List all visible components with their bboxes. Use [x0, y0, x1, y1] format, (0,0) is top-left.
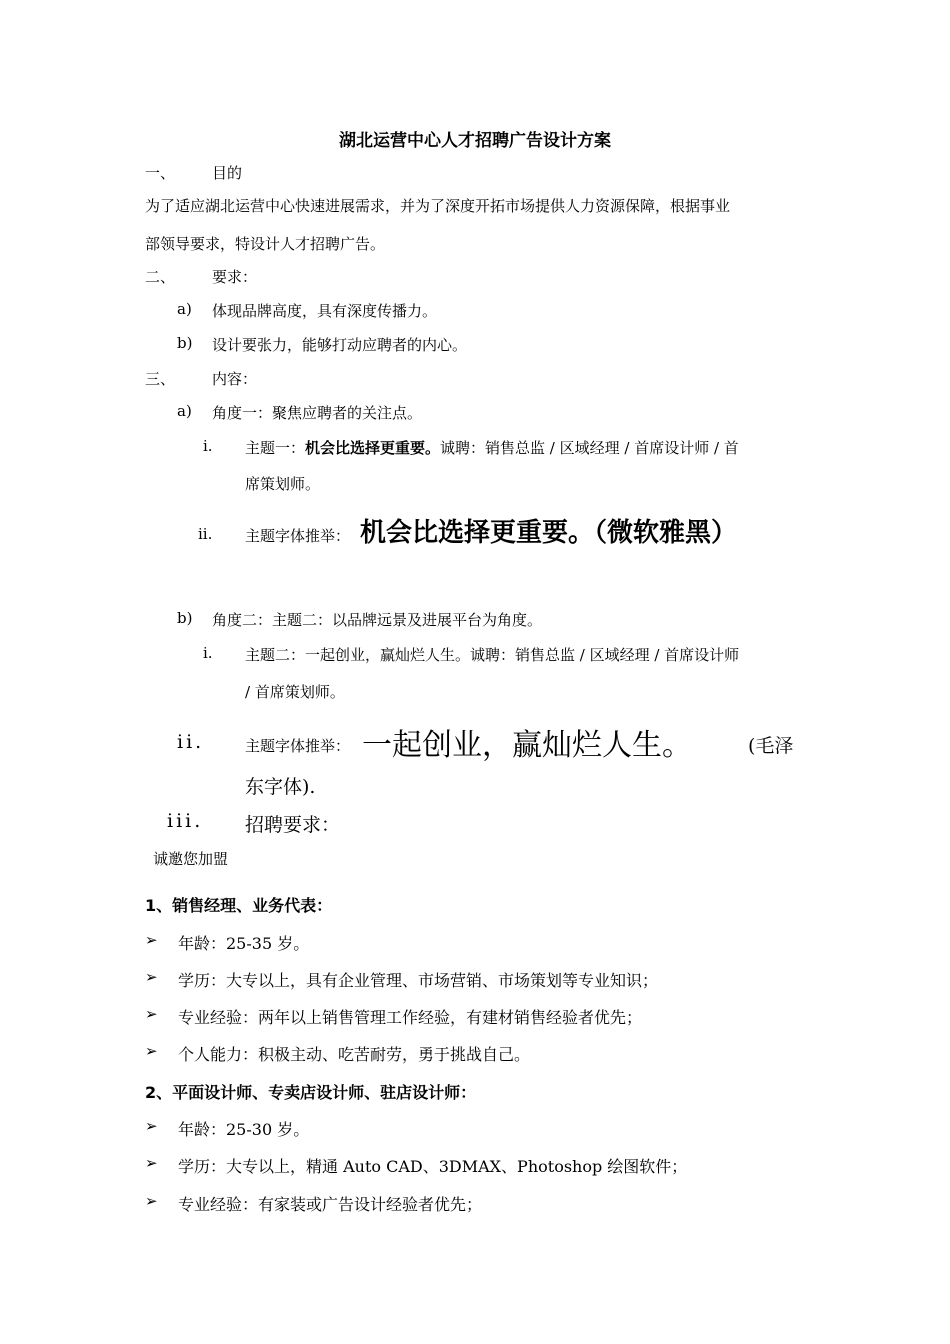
section-3-b-i-marker: i. — [203, 644, 213, 662]
section-3-b-ii-marker: ii. — [177, 731, 205, 753]
section-3-b-iii-text: 招聘要求： — [245, 814, 341, 836]
section-3-b-i-text: 主题二：一起创业，赢灿烂人生。诚聘：销售总监 / 区域经理 / 首席设计师 — [245, 646, 740, 664]
theme-1-bold: 机会比选择更重要。 — [305, 439, 441, 457]
theme-1-suffix: 诚聘：销售总监 / 区域经理 / 首席设计师 / 首 — [440, 439, 739, 457]
section-3-b-i-line-2: / 首席策划师。 — [245, 683, 345, 701]
bullet-arrow-icon: ➢ — [145, 1117, 158, 1135]
theme-2-display-text: 一起创业，赢灿烂人生。 — [362, 728, 692, 763]
job-2-title: 2、平面设计师、专卖店设计师、驻店设计师： — [145, 1083, 477, 1102]
job-1-bullet-2: 学历：大专以上，具有企业管理、市场营销、市场策划等专业知识； — [178, 971, 659, 990]
section-1-paragraph-line-2: 部领导要求，特设计人才招聘广告。 — [145, 235, 386, 253]
job-1-title: 1、销售经理、业务代表： — [145, 896, 333, 915]
bullet-arrow-icon: ➢ — [145, 1005, 158, 1023]
theme-1-prefix: 主题一： — [245, 439, 306, 457]
section-2-heading: 要求： — [212, 268, 258, 286]
job-1-bullet-1: 年龄：25-35 岁。 — [178, 934, 310, 953]
invite-text: 诚邀您加盟 — [153, 850, 229, 868]
job-1-bullet-3: 专业经验：两年以上销售管理工作经验，有建材销售经验者优先； — [178, 1008, 643, 1027]
section-3-item-a-marker: a) — [177, 402, 192, 420]
section-3-a-i-text — [245, 437, 739, 458]
section-1-paragraph-line-1: 为了适应湖北运营中心快速进展需求，并为了深度开拓市场提供人力资源保障，根据事业 — [145, 197, 731, 215]
bullet-arrow-icon: ➢ — [145, 931, 158, 949]
section-3-number: 三、 — [145, 370, 176, 388]
job-2-bullet-1: 年龄：25-30 岁。 — [178, 1120, 310, 1139]
section-1-number: 一、 — [145, 164, 176, 182]
section-2-item-b-text: 设计要张力，能够打动应聘者的内心。 — [212, 336, 468, 354]
job-1-bullet-4: 个人能力：积极主动、吃苦耐劳，勇于挑战自己。 — [178, 1045, 531, 1064]
section-3-a-ii-marker: ii. — [198, 525, 213, 543]
bullet-arrow-icon: ➢ — [145, 968, 158, 986]
section-3-a-i-line-2: 席策划师。 — [245, 475, 321, 493]
section-3-item-b-text: 角度二：主题二：以品牌远景及进展平台为角度。 — [212, 611, 543, 629]
bullet-arrow-icon: ➢ — [145, 1192, 158, 1210]
section-1-heading: 目的 — [212, 164, 243, 182]
job-2-bullet-2: 学历：大专以上，精通 Auto CAD、3DMAX、Photoshop 绘图软件； — [178, 1157, 688, 1176]
theme-2-font-note: (毛泽 — [748, 735, 794, 757]
bullet-arrow-icon: ➢ — [145, 1154, 158, 1172]
document-title: 湖北运营中心人才招聘广告设计方案 — [339, 131, 611, 151]
section-3-a-ii-label: 主题字体推举： — [245, 527, 351, 545]
section-3-b-ii-label: 主题字体推举： — [245, 737, 351, 755]
section-3-heading: 内容： — [212, 370, 258, 388]
section-3-item-a-text: 角度一：聚焦应聘者的关注点。 — [212, 404, 423, 422]
section-2-item-b-marker: b) — [177, 334, 193, 352]
theme-2-font-note-line-2: 东字体). — [245, 776, 316, 798]
section-3-b-iii-marker: iii. — [167, 810, 204, 832]
section-2-number: 二、 — [145, 268, 176, 286]
theme-1-display-text: 机会比选择更重要。（微软雅黑） — [360, 518, 738, 548]
section-3-a-i-marker: i. — [203, 437, 213, 455]
job-2-bullet-3: 专业经验：有家装或广告设计经验者优先； — [178, 1195, 483, 1214]
bullet-arrow-icon: ➢ — [145, 1042, 158, 1060]
section-2-item-a-text: 体现品牌高度，具有深度传播力。 — [212, 302, 438, 320]
section-3-item-b-marker: b) — [177, 609, 193, 627]
section-2-item-a-marker: a) — [177, 300, 192, 318]
